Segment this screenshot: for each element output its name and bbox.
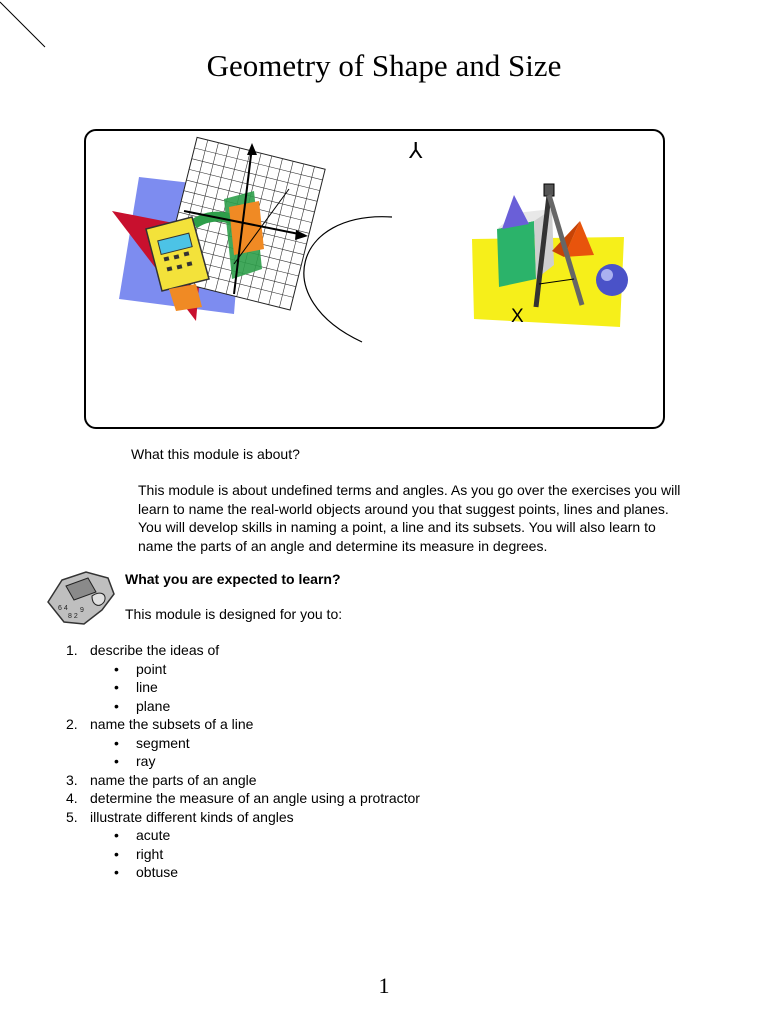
description-line: name the parts of an angle and determine its measure in degrees. [138, 537, 548, 554]
description-line: learn to name the real-world objects around you that suggest points, lines and planes. [138, 500, 669, 517]
corner-decoration-line [0, 0, 50, 50]
objectives-heading: What you are expected to learn? [125, 571, 341, 587]
svg-text:8 2: 8 2 [68, 613, 78, 620]
page-title: Geometry of Shape and Size [206, 48, 562, 83]
module-question: What this module is about? [131, 446, 300, 462]
illustration [84, 129, 665, 429]
svg-text:9: 9 [80, 607, 84, 614]
axis-label-x: X [511, 306, 524, 327]
description-line: This module is about undefined terms and angles. As you go over the exercises you will [138, 482, 681, 498]
axis-label-y: ⅄ [409, 138, 423, 163]
student-learning-icon [44, 568, 119, 630]
objectives-lead: This module is designed for you to: [125, 606, 343, 622]
math-tools-clipart [112, 137, 325, 321]
svg-text:6 4: 6 4 [58, 605, 68, 612]
page-number: 1 [378, 973, 390, 998]
curve-line [304, 217, 392, 342]
solids-compass-clipart [472, 184, 628, 327]
description-line: You will develop skills in naming a point, a line and its subsets. You will also learn to [138, 519, 656, 535]
module-description [138, 481, 722, 555]
